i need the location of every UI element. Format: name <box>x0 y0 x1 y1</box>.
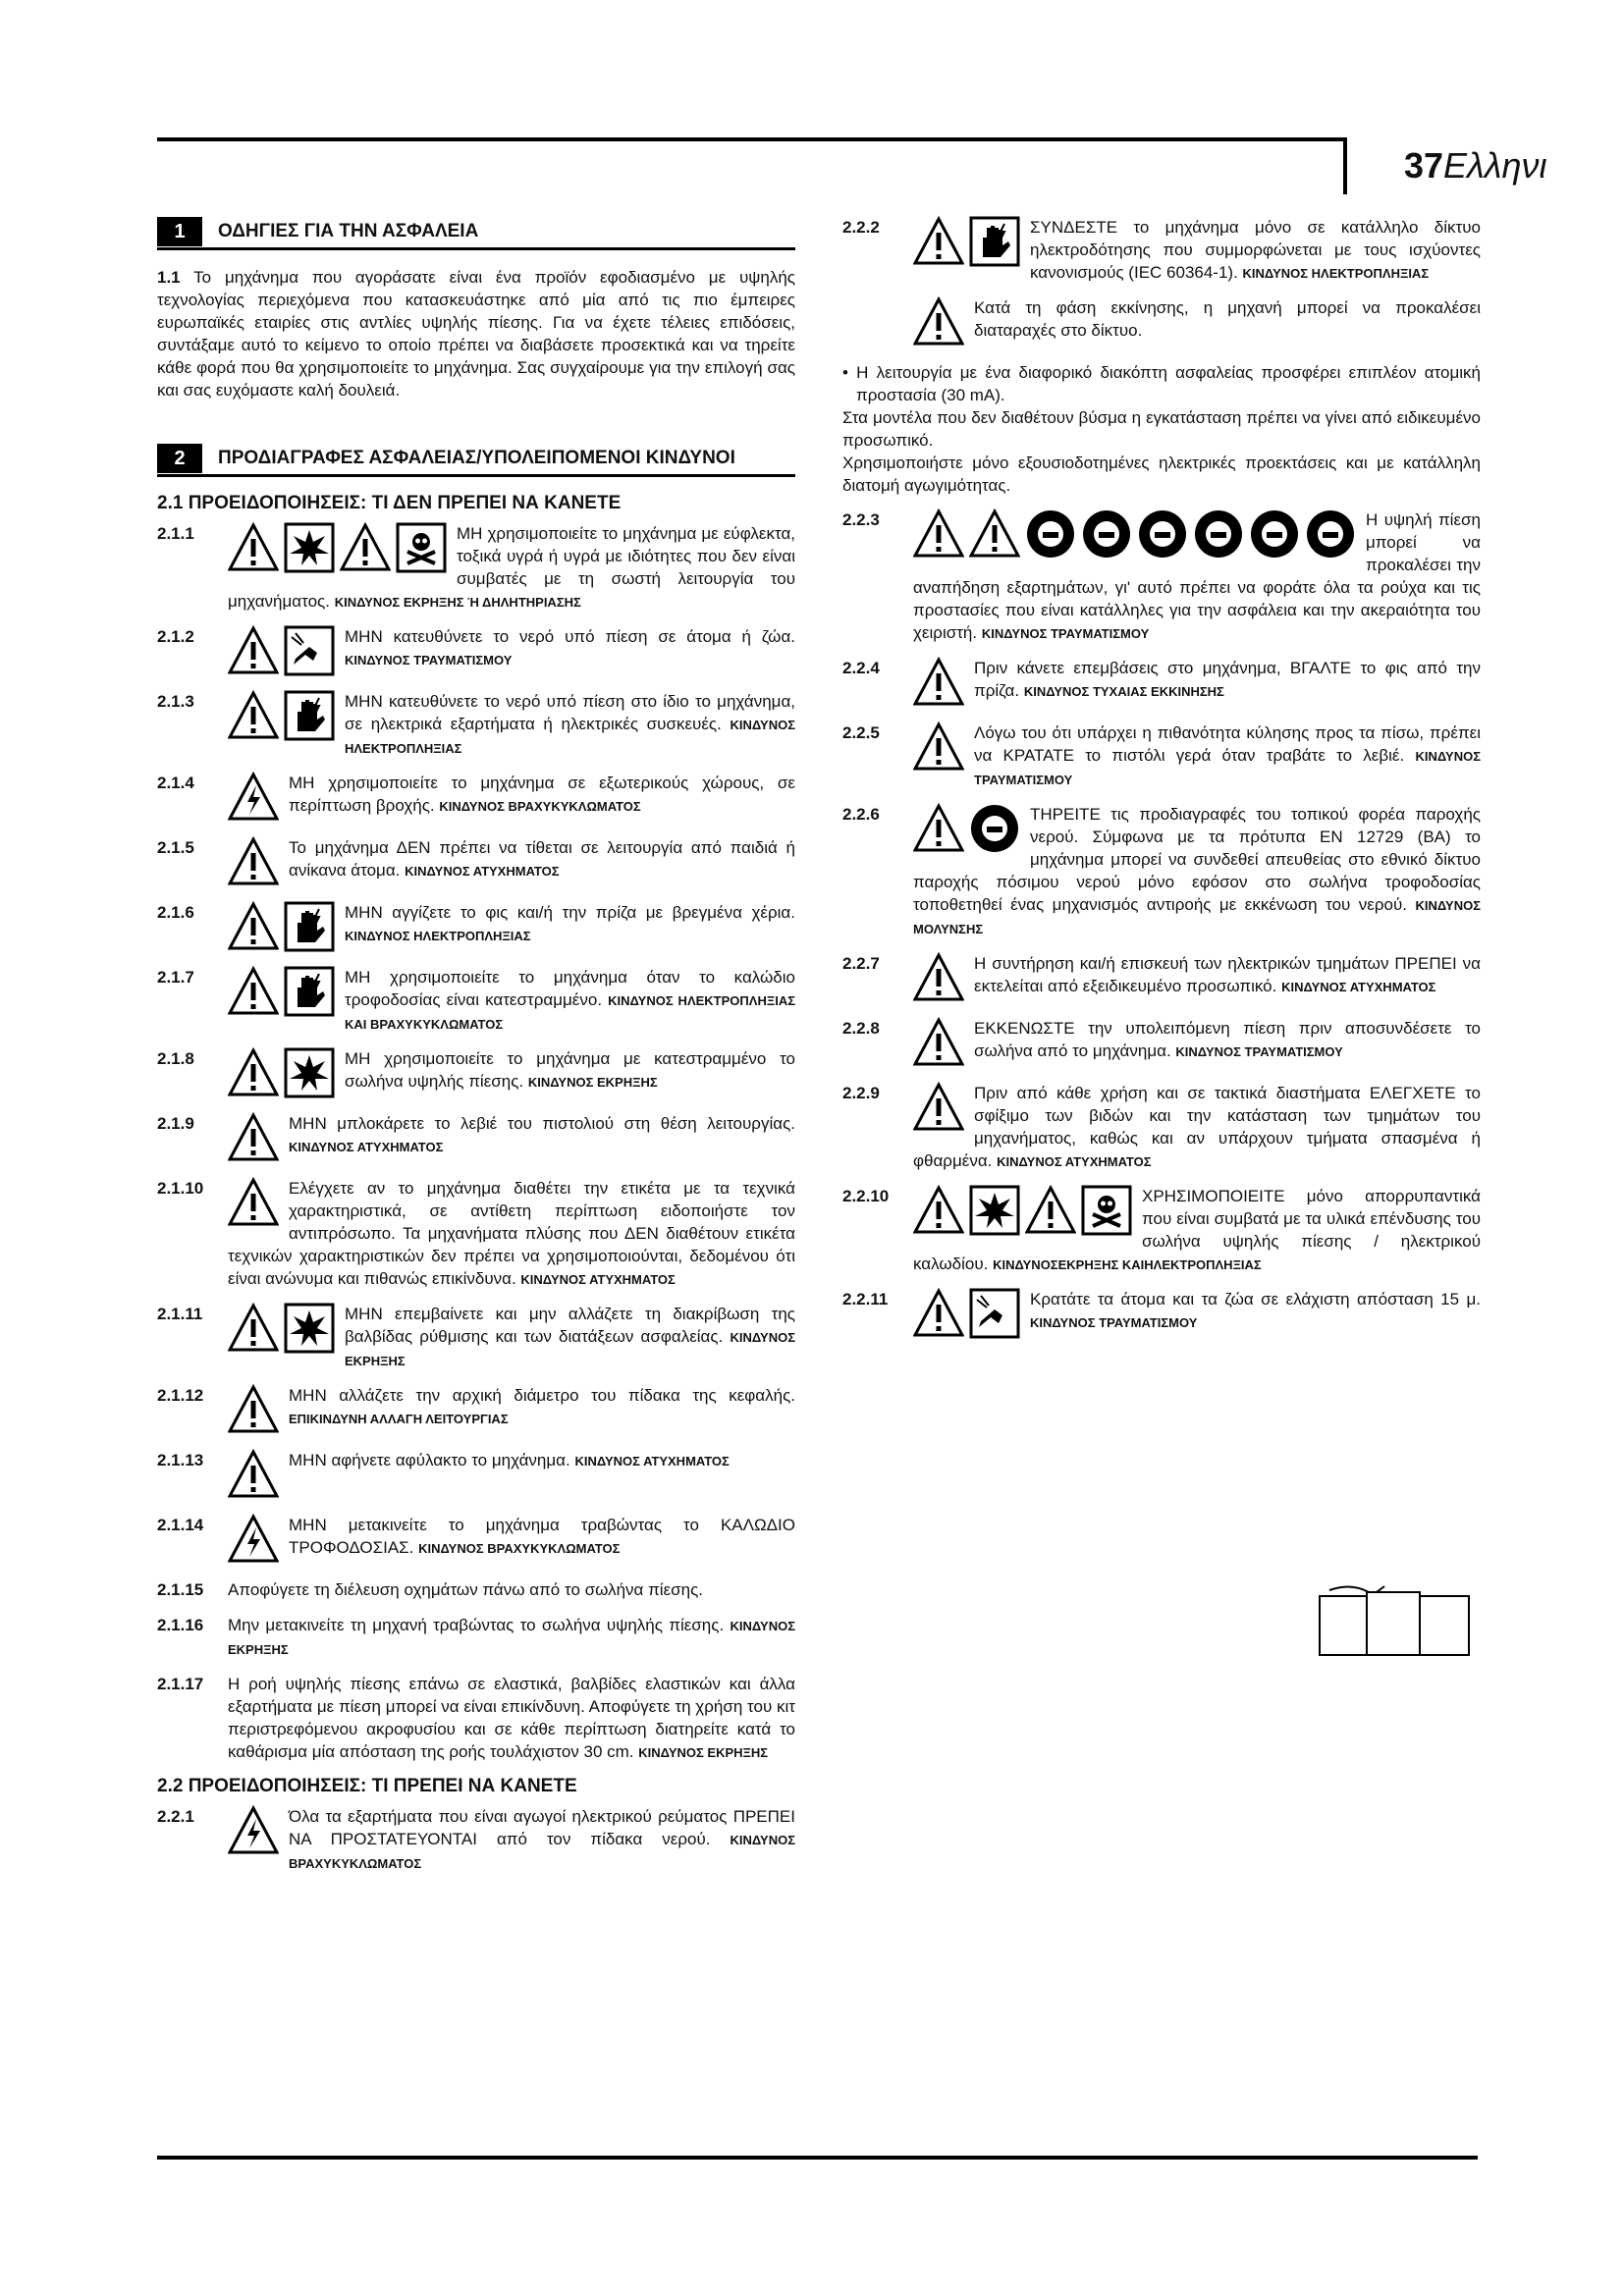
item-number: 2.1.4 <box>157 774 194 792</box>
spray-injury-icon <box>969 1288 1020 1339</box>
item-2-2-4 <box>842 657 1481 710</box>
item-number: 2.1.3 <box>157 692 194 711</box>
item-2-2-9 <box>842 1082 1481 1173</box>
protective-gear-icon <box>1137 508 1188 560</box>
warning-icon <box>913 657 964 708</box>
item-text: Πριν από κάθε χρήση και σε τακτικά διαστήματα ΕΛΕΓΧΕΤΕ το σφίξιμο των βιδών και την κατάσταση των τμημάτων του μηχανήματος, καθώς και αν υπάρχουν τμήματα σπασμένα ή φθαρμένα. <box>913 1084 1481 1170</box>
item-text: Η συντήρηση και/ή επισκευή των ηλεκτρικών τμημάτων ΠΡΕΠΕΙ να εκτελείται από εξειδικευμένο προσωπικό. <box>974 954 1481 995</box>
item-2-1-3 <box>157 690 795 760</box>
item-2-2-6 <box>842 803 1481 940</box>
page-number: 37Ελληνι <box>1404 145 1547 186</box>
item-text: ΧΡΗΣΙΜΟΠΟΙΕΙΤΕ μόνο απορρυπαντικά που είναι συμβατά με τα υλικά επένδυσης του σωλήνα υψηλής πίεσης / ηλεκτρικού καλωδίου. <box>913 1187 1481 1273</box>
warning-icon <box>969 508 1020 560</box>
protective-gear-icon <box>1249 508 1300 560</box>
item-text: ΜΗΝ μετακινείτε το μηχάνημα τραβώντας το ΚΑΛΩΔΙΟ ΤΡΟΦΟΔΟΣΙΑΣ. <box>289 1516 795 1557</box>
electric-warning-icon <box>228 1805 279 1856</box>
item-number: 2.1.11 <box>157 1305 203 1323</box>
explosion-icon <box>969 1185 1020 1236</box>
hazard-label: ΚΙΝΔΥΝΟΣ ΤΡΑΥΜΑΤΙΣΜΟΥ <box>345 653 513 667</box>
explosion-icon <box>284 1047 335 1098</box>
hazard-label: ΚΙΝΔΥΝΟΣ ΑΤΥΧΗΜΑΤΟΣ <box>1281 980 1436 994</box>
left-column <box>157 216 795 1887</box>
hazard-label: ΚΙΝΔΥΝΟΣ ΗΛΕΚΤΡΟΠΛΗΞΙΑΣ <box>345 718 795 756</box>
warning-icon <box>228 522 279 573</box>
item-2-1-2 <box>157 625 795 678</box>
intro-paragraph: 1.1 Το μηχάνημα που αγοράσατε είναι ένα προϊόν εφοδιασμένο με υψηλής τεχνολογίας περιεχόμενα που κατασκευάστηκε από μία από τις πιο έμπειρες ευρωπαϊκές εταιρίες στις αντλίες υψηλής πίεσης. Για να έχετε τέλειες επιδόσεις, συντάξαμε αυτό το κείμενο το οποίο πρέπει να διαβάσετε προσεκτικά και να τηρείτε κάθε φορά που θα χρησιμοποιείτε το μηχάνημα. Σας συγχαίρουμε για την επιλογή σας και σας ευχόμαστε καλή δουλειά. <box>157 268 795 400</box>
hazard-label: ΚΙΝΔΥΝΟΣ ΒΡΑΧΥΚΥΚΛΩΜΑΤΟΣ <box>439 799 641 814</box>
warning-icon <box>228 1303 279 1354</box>
startup-note: Κατά τη φάση εκκίνησης, η μηχανή μπορεί να προκαλέσει διαταραχές στο δίκτυο. <box>842 296 1481 349</box>
item-2-2-8 <box>842 1017 1481 1070</box>
item-text: ΜΗ χρησιμοποιείτε το μηχάνημα με εύφλεκτα, τοξικά υγρά ή υγρά με ιδιότητες που δεν είναι συμβατές με τη σωστή λειτουργία του μηχανήματος. <box>228 524 795 611</box>
item-number: 2.1.14 <box>157 1516 204 1534</box>
protective-gear-icon <box>969 803 1020 854</box>
item-number: 2.1.15 <box>157 1580 204 1599</box>
hazard-label: ΚΙΝΔΥΝΟΣ ΜΟΛΥΝΣΗΣ <box>913 898 1481 936</box>
item-number: 2.2.3 <box>842 510 880 529</box>
explosion-icon <box>284 522 335 573</box>
warning-icon <box>913 1082 964 1133</box>
spray-injury-icon <box>284 625 335 676</box>
section-2-heading: 2 ΠΡΟΔΙΑΓΡΑΦΕΣ ΑΣΦΑΛΕΙΑΣ/ΥΠΟΛΕΙΠΟΜΕΝΟΙ ΚΙΝΔΥΝΟΙ <box>157 443 795 477</box>
item-2-2-3 <box>842 508 1481 645</box>
item-2-1-15 <box>157 1578 795 1602</box>
item-text: ΜΗ χρησιμοποιείτε το μηχάνημα σε εξωτερικούς χώρους, σε περίπτωση βροχής. <box>289 774 795 815</box>
item-2-1-16 <box>157 1614 795 1661</box>
hazard-label: ΚΙΝΔΥΝΟΣ ΗΛΕΚΤΡΟΠΛΗΞΙΑΣ <box>1242 266 1430 281</box>
item-number: 2.2.2 <box>842 218 880 237</box>
item-number: 2.2.7 <box>842 954 880 973</box>
item-2-1-17 <box>157 1673 795 1764</box>
item-2-1-7 <box>157 966 795 1036</box>
item-text: ΜΗΝ αφήνετε αφύλακτο το μηχάνημα. <box>289 1451 575 1469</box>
warning-icon <box>228 1112 279 1163</box>
hazard-label: ΚΙΝΔΥΝΟΣ ΤΡΑΥΜΑΤΙΣΜΟΥ <box>1030 1315 1198 1330</box>
extension-note: Χρησιμοποιήστε μόνο εξουσιοδοτημένες ηλεκτρικές προεκτάσεις και με κατάλληλη διατομή αγωγιμότητας. <box>842 454 1481 495</box>
item-2-1-9 <box>157 1112 795 1165</box>
item-number: 2.2.5 <box>842 723 880 742</box>
item-text: Μην μετακινείτε τη μηχανή τραβώντας το σωλήνα υψηλής πίεσης. <box>228 1616 731 1634</box>
item-2-2-2 <box>842 216 1481 285</box>
warning-icon <box>913 1017 964 1068</box>
electrocution-hand-icon <box>969 216 1020 267</box>
list-2-2 <box>842 216 1481 1341</box>
footer-rule <box>157 2156 1478 2160</box>
warning-icon <box>228 625 279 676</box>
warning-icon <box>228 1384 279 1435</box>
item-number: 2.1.13 <box>157 1451 204 1469</box>
hazard-label: ΚΙΝΔΥΝΟΣΕΚΡΗΞΗΣ ΚΑΙΗΛΕΚΤΡΟΠΛΗΞΙΑΣ <box>993 1257 1262 1272</box>
item-2-1-10 <box>157 1177 795 1291</box>
item-text: ΜΗΝ κατευθύνετε το νερό υπό πίεση στο ίδιο το μηχάνημα, σε ηλεκτρικά εξαρτήματα ή ηλεκτρικές συσκευές. <box>345 692 795 733</box>
item-text: Κρατάτε τα άτομα και τα ζώα σε ελάχιστη απόσταση 15 μ. <box>1030 1290 1481 1308</box>
item-number: 2.1.1 <box>157 524 194 543</box>
hazard-label: ΚΙΝΔΥΝΟΣ ΕΚΡΗΞΗΣ <box>527 1075 658 1090</box>
manual-book-icon <box>1316 1582 1473 1661</box>
item-number: 2.2.11 <box>842 1290 889 1308</box>
warning-icon <box>913 803 964 854</box>
item-text: Ελέγχετε αν το μηχάνημα διαθέτει την ετικέτα με τα τεχνικά χαρακτηριστικά, σε αντίθετη περίπτωση ειδοποιήστε τον αντιπρόσωπο. Τα μηχανήματα πλύσης που ΔΕΝ διαθέτουν ετικέτα τεχνικών χαρακτηριστικών δεν πρέπει να χρησιμοποιούνται, δεδομένου ότι είναι ανώνυμα και πιθανώς επικίνδυνα. <box>228 1179 795 1288</box>
electric-warning-icon <box>228 772 279 823</box>
item-text: ΜΗΝ αγγίζετε το φις και/ή την πρίζα με βρεγμένα χέρια. <box>345 903 795 922</box>
item-2-1-5 <box>157 836 795 889</box>
item-2-2-7 <box>842 952 1481 1005</box>
item-2-1-11 <box>157 1303 795 1372</box>
item-text: Αποφύγετε τη διέλευση οχημάτων πάνω από το σωλήνα πίεσης. <box>228 1580 704 1599</box>
item-number: 2.1.17 <box>157 1675 204 1693</box>
item-text: ΜΗ χρησιμοποιείτε το μηχάνημα με κατεστραμμένο το σωλήνα υψηλής πίεσης. <box>345 1049 795 1091</box>
item-text: ΜΗΝ κατευθύνετε το νερό υπό πίεση σε άτομα ή ζώα. <box>345 627 795 646</box>
item-number: 2.1.10 <box>157 1179 204 1198</box>
item-number: 2.1.5 <box>157 838 194 857</box>
warning-icon <box>913 1288 964 1339</box>
toxic-icon <box>1081 1185 1132 1236</box>
item-2-1-13 <box>157 1449 795 1502</box>
warning-icon <box>913 296 964 347</box>
item-number: 2.2.4 <box>842 659 880 677</box>
warning-icon <box>228 836 279 887</box>
item-2-1-1 <box>157 522 795 614</box>
item-2-1-4 <box>157 772 795 825</box>
hazard-label: ΚΙΝΔΥΝΟΣ ΑΤΥΧΗΜΑΤΟΣ <box>997 1154 1152 1169</box>
header-rule <box>157 137 1345 141</box>
item-number: 2.1.6 <box>157 903 194 922</box>
item-2-1-8 <box>157 1047 795 1100</box>
item-text: ΜΗΝ επεμβαίνετε και μην αλλάζετε τη διακρίβωση της βαλβίδας ρύθμισης και των διατάξεων ασφαλείας. <box>345 1305 795 1346</box>
warning-icon <box>228 690 279 741</box>
item-2-2-10 <box>842 1185 1481 1276</box>
protective-gear-icon <box>1081 508 1132 560</box>
item-number: 2.1.12 <box>157 1386 204 1405</box>
hazard-label: ΚΙΝΔΥΝΟΣ ΑΤΥΧΗΜΑΤΟΣ <box>405 864 560 879</box>
hazard-label: ΕΠΙΚΙΝΔΥΝΗ ΑΛΛΑΓΗ ΛΕΙΤΟΥΡΓΙΑΣ <box>289 1412 509 1426</box>
item-text: Πριν κάνετε επεμβάσεις στο μηχάνημα, ΒΓΑΛΤΕ το φις από την πρίζα. <box>974 659 1481 700</box>
item-text: Λόγω του ότι υπάρχει η πιθανότητα κύλησης προς τα πίσω, πρέπει να ΚΡΑΤΑΤΕ το πιστόλι γερά όταν τραβάτε το λεβιέ. <box>974 723 1481 765</box>
warning-icon <box>913 952 964 1003</box>
item-text: ΕΚΚΕΝΩΣΤΕ την υπολειπόμενη πίεση πριν αποσυνδέσετε το σωλήνα από το μηχάνημα. <box>974 1019 1481 1060</box>
protective-gear-icon <box>1305 508 1356 560</box>
hazard-label: ΚΙΝΔΥΝΟΣ ΕΚΡΗΞΗΣ <box>345 1330 795 1368</box>
item-number: 2.2.10 <box>842 1187 890 1205</box>
list-2-1 <box>157 522 795 1764</box>
hazard-label: ΚΙΝΔΥΝΟΣ ΑΤΥΧΗΜΑΤΟΣ <box>574 1454 730 1468</box>
subheading-2-1: 2.1 ΠΡΟΕΙΔΟΠΟΙΗΣΕΙΣ: ΤΙ ΔΕΝ ΠΡΕΠΕΙ ΝΑ ΚΑΝΕΤΕ <box>157 493 622 513</box>
section-1-heading: 1 ΟΔΗΓΙΕΣ ΓΙΑ ΤΗΝ ΑΣΦΑΛΕΙΑ <box>157 216 795 250</box>
item-number: 2.2.6 <box>842 805 880 824</box>
item-2-1-6 <box>157 901 795 954</box>
item-number: 2.1.7 <box>157 968 194 987</box>
warning-icon <box>913 216 964 267</box>
item-text: ΜΗΝ αλλάζετε την αρχική διάμετρο του πίδακα της κεφαλής. <box>289 1386 795 1405</box>
item-2-2-1: 2.2.1 Όλα τα εξαρτήματα που είναι αγωγοί ηλεκτρικού ρεύματος ΠΡΕΠΕΙ ΝΑ ΠΡΟΣΤΑΤΕΥΟΝΤΑΙ από τον πίδακα νερού. ΚΙΝΔΥΝΟΣ ΒΡΑΧΥΚΥΚΛΩΜΑΤΟΣ <box>157 1807 795 1871</box>
hazard-label: ΚΙΝΔΥΝΟΣ ΤΥΧΑΙΑΣ ΕΚΚΙΝΗΣΗΣ <box>1023 684 1224 699</box>
item-number: 2.2.9 <box>842 1084 880 1102</box>
installation-note: Στα μοντέλα που δεν διαθέτουν βύσμα η εγκατάσταση πρέπει να γίνει από ειδικευμένο προσωπικό. <box>842 408 1481 450</box>
warning-icon <box>228 901 279 952</box>
electrocution-hand-icon <box>284 901 335 952</box>
item-number: 2.1.9 <box>157 1114 194 1133</box>
item-2-2-5 <box>842 721 1481 791</box>
warning-icon <box>1025 1185 1076 1236</box>
warning-icon <box>913 721 964 773</box>
item-number: 2.1.16 <box>157 1616 204 1634</box>
warning-icon <box>228 1047 279 1098</box>
item-text: Η υψηλή πίεση μπορεί να προκαλέσει την αναπήδηση εξαρτημάτων, γι' αυτό πρέπει να φοράτε όλα τα ρούχα και τις προστασίες που είναι κατάλληλες για την ασφάλεια και την ακεραιότητα του χειριστή. <box>913 510 1481 642</box>
hazard-label: ΚΙΝΔΥΝΟΣ ΤΡΑΥΜΑΤΙΣΜΟΥ <box>981 626 1150 641</box>
item-text: ΣΥΝΔΕΣΤΕ το μηχάνημα μόνο σε κατάλληλο δίκτυο ηλεκτροδότησης που συμμορφώνεται με τους ισχύοντες κανονισμούς (IEC 60364-1). <box>1030 218 1481 282</box>
item-2-1-14 <box>157 1514 795 1567</box>
item-number: 2.2.8 <box>842 1019 880 1038</box>
item-text: ΤΗΡΕΙΤΕ τις προδιαγραφές του τοπικού φορέα παροχής νερού. Σύμφωνα με τα πρότυπα EN 12729 (BA) το μηχάνημα μπορεί να συνδεθεί απευθείας στο εθνικό δίκτυο παροχής πόσιμου νερού μόνο εφόσον στο σωλήνα τροφοδοσίας τοποθετηθεί ένας μηχανισμός αντιροής με εκκένωση του νερού. <box>913 805 1481 914</box>
item-text: ΜΗΝ μπλοκάρετε το λεβιέ του πιστολιού στη θέση λειτουργίας. <box>289 1114 795 1133</box>
toxic-icon <box>396 522 447 573</box>
item-number: 2.1.8 <box>157 1049 194 1068</box>
rcd-bullet: • Η λειτουργία με ένα διαφορικό διακόπτη ασφαλείας προσφέρει επιπλέον ατομική προστασία (30 mA). <box>842 363 1481 404</box>
hazard-label: ΚΙΝΔΥΝΟΣ ΕΚΡΗΞΗΣ Ή ΔΗΛΗΤΗΡΙΑΣΗΣ <box>334 595 581 610</box>
hazard-label: ΚΙΝΔΥΝΟΣ ΕΚΡΗΞΗΣ <box>638 1745 769 1760</box>
warning-icon <box>913 508 964 560</box>
hazard-label: ΚΙΝΔΥΝΟΣ ΗΛΕΚΤΡΟΠΛΗΞΙΑΣ ΚΑΙ ΒΡΑΧΥΚΥΚΛΩΜΑΤΟΣ <box>345 993 796 1032</box>
explosion-icon <box>284 1303 335 1354</box>
protective-gear-icon <box>1193 508 1244 560</box>
hazard-label: ΚΙΝΔΥΝΟΣ ΗΛΕΚΤΡΟΠΛΗΞΙΑΣ <box>345 929 531 943</box>
electrocution-hand-icon <box>284 966 335 1017</box>
warning-icon <box>228 1449 279 1500</box>
right-column <box>842 216 1481 1353</box>
hazard-label: ΚΙΝΔΥΝΟΣ ΑΤΥΧΗΜΑΤΟΣ <box>520 1272 676 1287</box>
item-text: Το μηχάνημα ΔΕΝ πρέπει να τίθεται σε λειτουργία από παιδιά ή ανίκανα άτομα. <box>289 838 795 880</box>
subheading-2-2: 2.2 ΠΡΟΕΙΔΟΠΟΙΗΣΕΙΣ: ΤΙ ΠΡΕΠΕΙ ΝΑ ΚΑΝΕΤΕ <box>157 1776 577 1796</box>
warning-icon <box>913 1185 964 1236</box>
header-tick <box>1343 137 1347 194</box>
hazard-label: ΚΙΝΔΥΝΟΣ ΑΤΥΧΗΜΑΤΟΣ <box>289 1140 444 1154</box>
item-number: 2.1.2 <box>157 627 194 646</box>
warning-icon <box>228 1177 279 1228</box>
electrocution-hand-icon <box>284 690 335 741</box>
item-2-2-11 <box>842 1288 1481 1341</box>
warning-icon <box>340 522 391 573</box>
hazard-label: ΚΙΝΔΥΝΟΣ ΕΚΡΗΞΗΣ <box>228 1619 795 1657</box>
item-2-1-12 <box>157 1384 795 1437</box>
warning-icon <box>228 966 279 1017</box>
hazard-label: ΚΙΝΔΥΝΟΣ ΤΡΑΥΜΑΤΙΣΜΟΥ <box>974 749 1481 787</box>
electric-warning-icon <box>228 1514 279 1565</box>
hazard-label: ΚΙΝΔΥΝΟΣ ΤΡΑΥΜΑΤΙΣΜΟΥ <box>1175 1044 1343 1059</box>
hazard-label: ΚΙΝΔΥΝΟΣ ΒΡΑΧΥΚΥΚΛΩΜΑΤΟΣ <box>418 1541 621 1556</box>
item-text: Η ροή υψηλής πίεσης επάνω σε ελαστικά, βαλβίδες ελαστικών και άλλα εξαρτήματα με πίεση μπορεί να είναι επικίνδυνη. Αποφύγετε τη χρήση του κιτ περιστρεφόμενου ακροφυσίου και σε κάθε περίπτωση διατηρείτε κατά το καθάρισμα μία απόσταση της ροής τουλάχιστον 30 cm. <box>228 1675 795 1761</box>
protective-gear-icon <box>1025 508 1076 560</box>
item-text: ΜΗ χρησιμοποιείτε το μηχάνημα όταν το καλώδιο τροφοδοσίας είναι κατεστραμμένο. <box>345 968 795 1009</box>
